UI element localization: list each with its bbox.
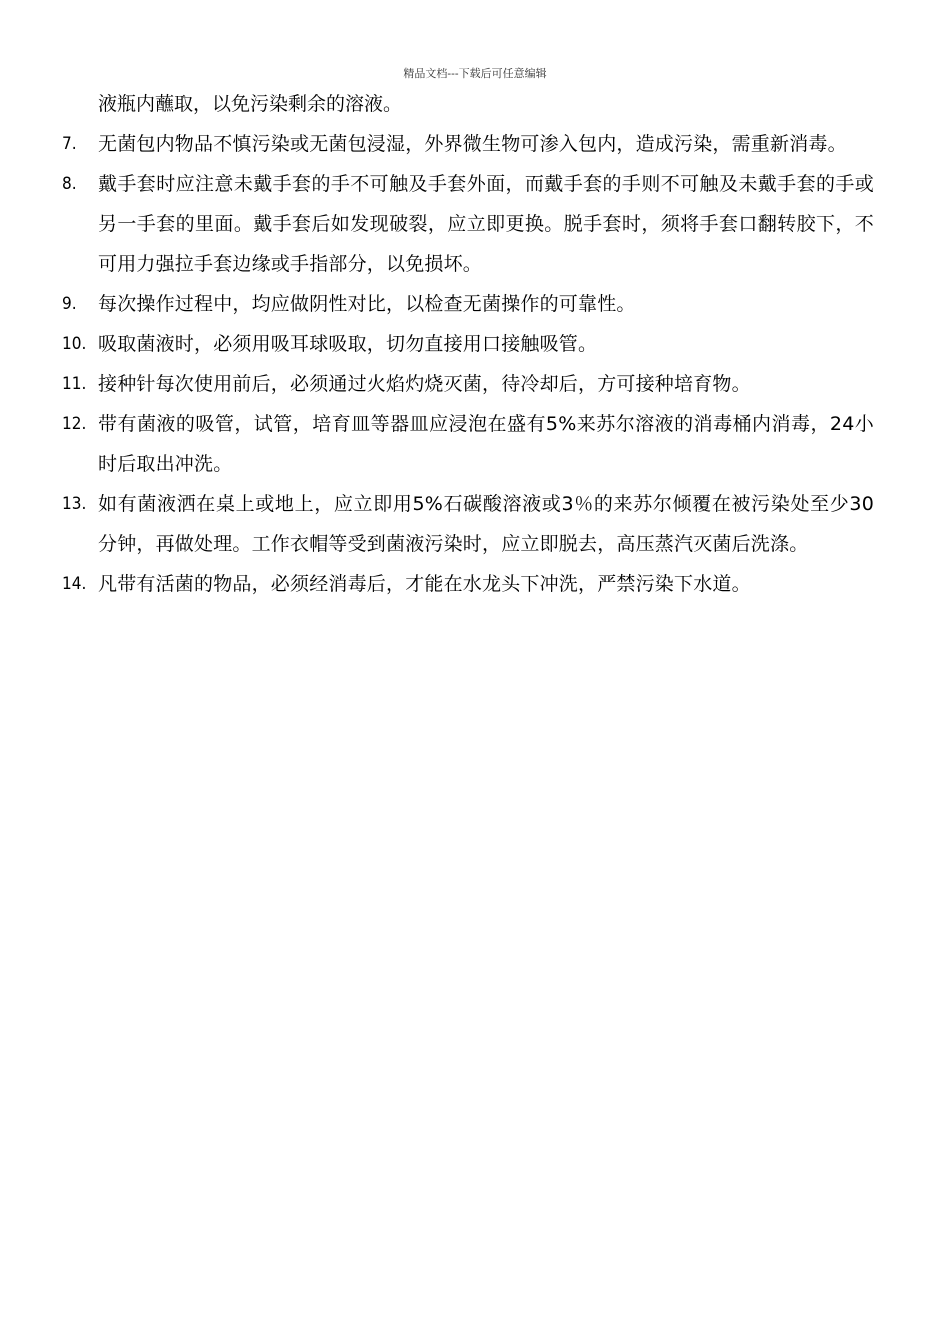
list-item-text: 每次操作过程中，均应做阴性对比，以检查无菌操作的可靠性。 bbox=[98, 293, 636, 315]
list-item bbox=[62, 564, 874, 604]
list-item-number: 11. bbox=[62, 374, 87, 394]
list-item-number: 13. bbox=[62, 494, 87, 514]
list-item bbox=[62, 284, 874, 324]
list-item-text: 吸取菌液时，必须用吸耳球吸取，切勿直接用口接触吸管。 bbox=[98, 333, 598, 355]
list-item bbox=[62, 404, 874, 484]
continuation-text: 液瓶内蘸取，以免污染剩余的溶液。 bbox=[98, 93, 403, 115]
list-item bbox=[62, 164, 874, 284]
list-item bbox=[62, 484, 874, 564]
list-item-number: 10. bbox=[62, 334, 87, 354]
page-header: 精品文档---下载后可任意编辑 bbox=[403, 67, 547, 80]
document-body bbox=[62, 84, 874, 604]
list-item bbox=[62, 324, 874, 364]
list-item-text: 凡带有活菌的物品，必须经消毒后，才能在水龙头下冲洗，严禁污染下水道。 bbox=[98, 573, 751, 595]
list-item-text: 带有菌液的吸管，试管，培育皿等器皿应浸泡在盛有5%来苏尔溶液的消毒桶内消毒，24小时后取出冲洗。 bbox=[98, 413, 874, 475]
rules-list bbox=[62, 124, 874, 604]
list-item-number: 8. bbox=[62, 174, 77, 194]
list-item-number: 7. bbox=[62, 134, 77, 154]
list-item-text: 戴手套时应注意未戴手套的手不可触及手套外面，而戴手套的手则不可触及未戴手套的手或另一手套的里面。戴手套后如发现破裂，应立即更换。脱手套时，须将手套口翻转胶下，不可用力强拉手套边缘或手指部分，以免损坏。 bbox=[98, 173, 874, 275]
list-item-number: 14. bbox=[62, 574, 87, 594]
list-item-number: 9. bbox=[62, 294, 77, 314]
list-item-number: 12. bbox=[62, 414, 87, 434]
list-item bbox=[62, 364, 874, 404]
list-item-text: 接种针每次使用前后，必须通过火焰灼烧灭菌，待冷却后，方可接种培育物。 bbox=[98, 373, 751, 395]
list-item-text: 如有菌液洒在桌上或地上，应立即用5%石碳酸溶液或3％的来苏尔倾覆在被污染处至少30分钟，再做处理。工作衣帽等受到菌液污染时，应立即脱去，高压蒸汽灭菌后洗涤。 bbox=[98, 493, 874, 555]
list-item-text: 无菌包内物品不慎污染或无菌包浸湿，外界微生物可渗入包内，造成污染，需重新消毒。 bbox=[98, 133, 847, 155]
list-item bbox=[62, 124, 874, 164]
